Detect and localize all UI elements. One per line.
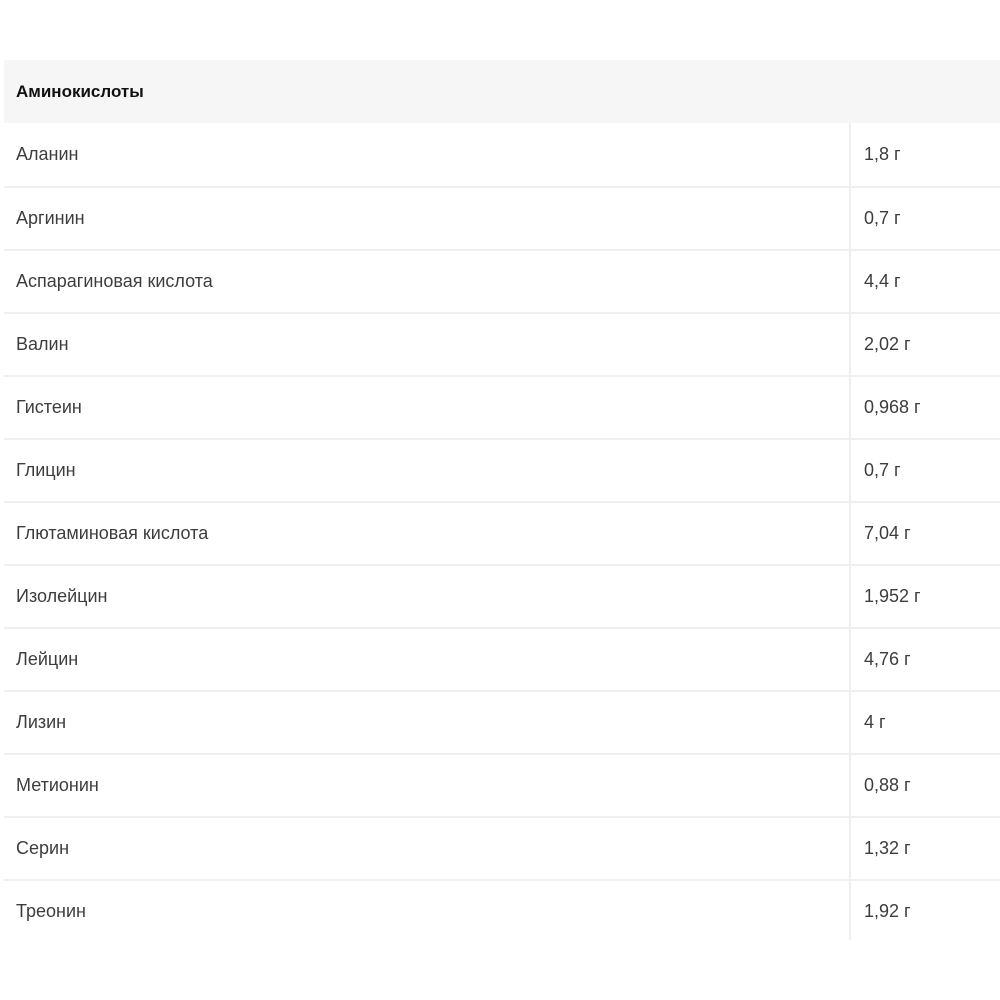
amino-acid-amount: 1,952 г xyxy=(849,566,1000,627)
table-row xyxy=(4,753,1000,816)
table-header-title: Аминокислоты xyxy=(16,81,144,101)
amino-acid-name: Гистеин xyxy=(16,397,82,417)
amino-acid-amount: 4 г xyxy=(849,692,1000,753)
table-row xyxy=(4,879,1000,940)
table-header xyxy=(4,60,1000,123)
table-row xyxy=(4,690,1000,753)
amino-acid-name: Изолейцин xyxy=(16,586,108,606)
amino-acid-amount: 1,92 г xyxy=(849,881,1000,940)
amino-acids-table xyxy=(4,60,1000,940)
table-row xyxy=(4,249,1000,312)
amino-acid-amount: 0,88 г xyxy=(849,755,1000,816)
amino-acid-name: Аспарагиновая кислота xyxy=(16,271,213,291)
amino-acid-name: Треонин xyxy=(16,901,86,921)
amino-acid-amount: 0,7 г xyxy=(849,440,1000,501)
amino-acid-amount: 0,7 г xyxy=(849,188,1000,249)
table-row xyxy=(4,627,1000,690)
amino-acid-name: Глютаминовая кислота xyxy=(16,523,209,543)
table-row xyxy=(4,564,1000,627)
amino-acid-amount: 7,04 г xyxy=(849,503,1000,564)
amino-acid-name: Метионин xyxy=(16,775,99,795)
table-row xyxy=(4,312,1000,375)
amino-acid-name: Аланин xyxy=(16,144,79,164)
amino-acid-name: Лизин xyxy=(16,712,67,732)
amino-acid-name: Серин xyxy=(16,838,70,858)
amino-acid-name: Аргинин xyxy=(16,208,85,228)
amino-acid-amount: 1,32 г xyxy=(849,818,1000,879)
table-row xyxy=(4,438,1000,501)
amino-acid-amount: 4,76 г xyxy=(849,629,1000,690)
table-row xyxy=(4,186,1000,249)
table-row xyxy=(4,123,1000,186)
amino-acid-amount: 0,968 г xyxy=(849,377,1000,438)
amino-acid-name: Валин xyxy=(16,334,69,354)
amino-acid-name: Лейцин xyxy=(16,649,79,669)
amino-acid-amount: 1,8 г xyxy=(849,123,1000,186)
table-body xyxy=(4,123,1000,940)
amino-acid-amount: 4,4 г xyxy=(849,251,1000,312)
amino-acid-amount: 2,02 г xyxy=(849,314,1000,375)
amino-acid-name: Глицин xyxy=(16,460,76,480)
table-row xyxy=(4,375,1000,438)
table-row xyxy=(4,816,1000,879)
table-row xyxy=(4,501,1000,564)
